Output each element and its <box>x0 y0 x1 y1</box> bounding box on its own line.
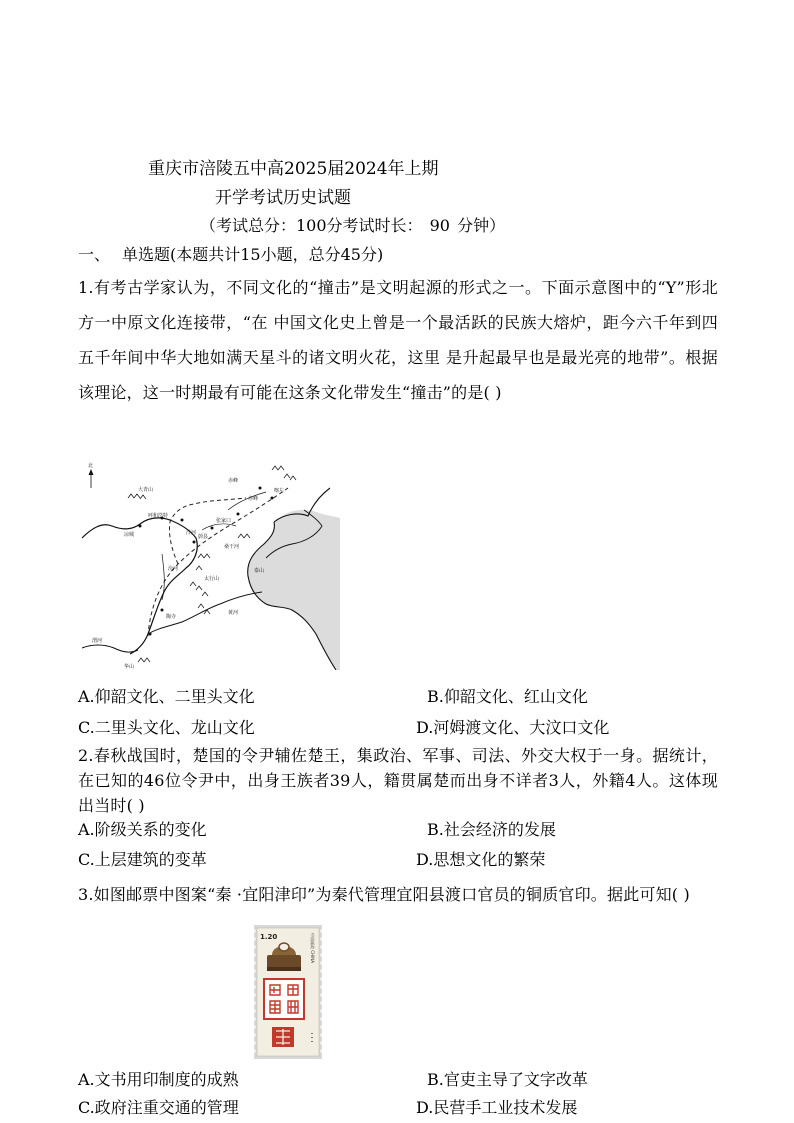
culture-belt-map-svg <box>78 458 340 670</box>
map-label-yanghe: 洋河 <box>186 530 197 536</box>
map-label-taishan: 泰山 <box>254 568 265 574</box>
stamp-image <box>254 925 322 1059</box>
question-1-option-b[interactable]: B.仰韶文化、红山文化 <box>427 687 588 706</box>
map-label-sangganhe: 桑干河 <box>224 544 240 550</box>
question-1-option-d[interactable]: D.河姆渡文化、大汶口文化 <box>416 718 610 737</box>
exam-title-school: 重庆市涪陵五中高2025届2024年上期 <box>148 159 439 179</box>
question-3-option-a[interactable]: A.文书用印制度的成熟 <box>78 1070 239 1089</box>
map-label-kazuo: 喀左 <box>274 488 285 494</box>
section-heading <box>78 247 383 263</box>
question-2-stem: 2.春秋战国时，楚国的令尹辅佐楚王，集政治、军事、司法、外交大权于一身。据统计，在已知的46位令尹中，出身王族者39人，籍贯属楚而出身不详者3人，外籍4人。这体现出当时( ) <box>78 746 718 815</box>
map-liao-river <box>228 492 266 510</box>
question-1-option-a[interactable]: A.仰韶文化、二里头文化 <box>78 687 255 706</box>
culture-belt-map <box>78 458 340 670</box>
question-1-stem: 1.有考古学家认为，不同文化的“撞击”是文明起源的形式之一。下面示意图中的“Y”形北方一中原文化连接带，“在 中国文化史上曾是一个最活跃的民族大熔炉，距今六千年到四五千年间中华大地如满天星斗的诸文明火花，这里 是升起最早也是最光亮的地带”。根据该理论，这一时期最有可能在这条文化带发生“撞击”的是( ) <box>78 278 718 402</box>
map-label-chifeng-2: 赤峰 <box>248 496 259 502</box>
map-wei-river <box>82 645 138 652</box>
map-label-hohhot: 呼和浩特 <box>148 513 169 519</box>
exam-title-subject: 开学考试历史试题 <box>215 188 351 208</box>
stamp-country: 中国邮政 CHINA <box>310 933 315 963</box>
map-label-chifeng: 赤峰 <box>228 478 239 484</box>
map-label-zhangjiakou: 张家口 <box>216 518 232 524</box>
question-2-option-c[interactable]: C.上层建筑的变革 <box>78 850 207 869</box>
question-2-options-row-1 <box>78 818 718 842</box>
stamp-denomination: 1.20 <box>260 933 278 941</box>
north-arrow-head-icon <box>89 469 94 475</box>
question-3-options-row-2 <box>78 1096 718 1120</box>
map-label-huanghe: 黄河 <box>228 610 239 616</box>
map-label-huashan: 华山 <box>124 664 135 670</box>
question-2-option-b[interactable]: B.社会经济的发展 <box>427 820 556 839</box>
section-number: 一、 <box>78 245 111 264</box>
question-2-option-d[interactable]: D.思想文化的繁荣 <box>416 850 546 869</box>
section-title: 单选题(本题共计15小题，总分45分) <box>122 245 384 264</box>
map-label-fenhe: 汾河 <box>168 566 179 572</box>
question-2-options-row-2 <box>78 848 718 872</box>
question-1-options-row-1 <box>78 685 718 709</box>
map-label-daqingshan: 大青山 <box>138 487 154 493</box>
question-3-options-row-1 <box>78 1068 718 1092</box>
map-label-taihangshan: 太行山 <box>204 576 220 582</box>
stamp-small-chop <box>272 1027 294 1047</box>
question-3-option-c[interactable]: C.政府注重交通的管理 <box>78 1098 239 1117</box>
map-yellow-river <box>82 518 197 654</box>
map-label-yuxian: 蔚县 <box>198 534 209 540</box>
question-1-options-row-2 <box>78 716 718 740</box>
map-sanggan-river <box>202 524 236 530</box>
question-1-option-c[interactable]: C.二里头文化、龙山文化 <box>78 718 255 737</box>
map-culture-belt-branch <box>169 498 246 564</box>
stamp-red-seal-impression <box>264 979 304 1019</box>
map-label-weihe: 渭河 <box>92 638 103 644</box>
map-label-taosi: 陶寺 <box>166 614 177 620</box>
stamp-image-svg <box>254 925 322 1059</box>
map-north-label: 北 <box>88 463 94 469</box>
question-3-option-b[interactable]: B.官吏主导了文字改革 <box>427 1070 588 1089</box>
question-2-option-a[interactable]: A.阶级关系的变化 <box>78 820 207 839</box>
question-3-option-d[interactable]: D.民营手工业技术发展 <box>416 1098 578 1117</box>
map-label-liangcheng: 凉城 <box>124 532 135 538</box>
map-sea <box>248 510 340 670</box>
question-3-stem: 3.如图邮票中图案“秦 ·宜阳津印”为秦代管理宜阳县渡口官员的铜质官印。据此可知( ) <box>78 885 690 904</box>
exam-title-duration: （考试总分：100分考试时长： 90 分钟） <box>200 216 506 235</box>
